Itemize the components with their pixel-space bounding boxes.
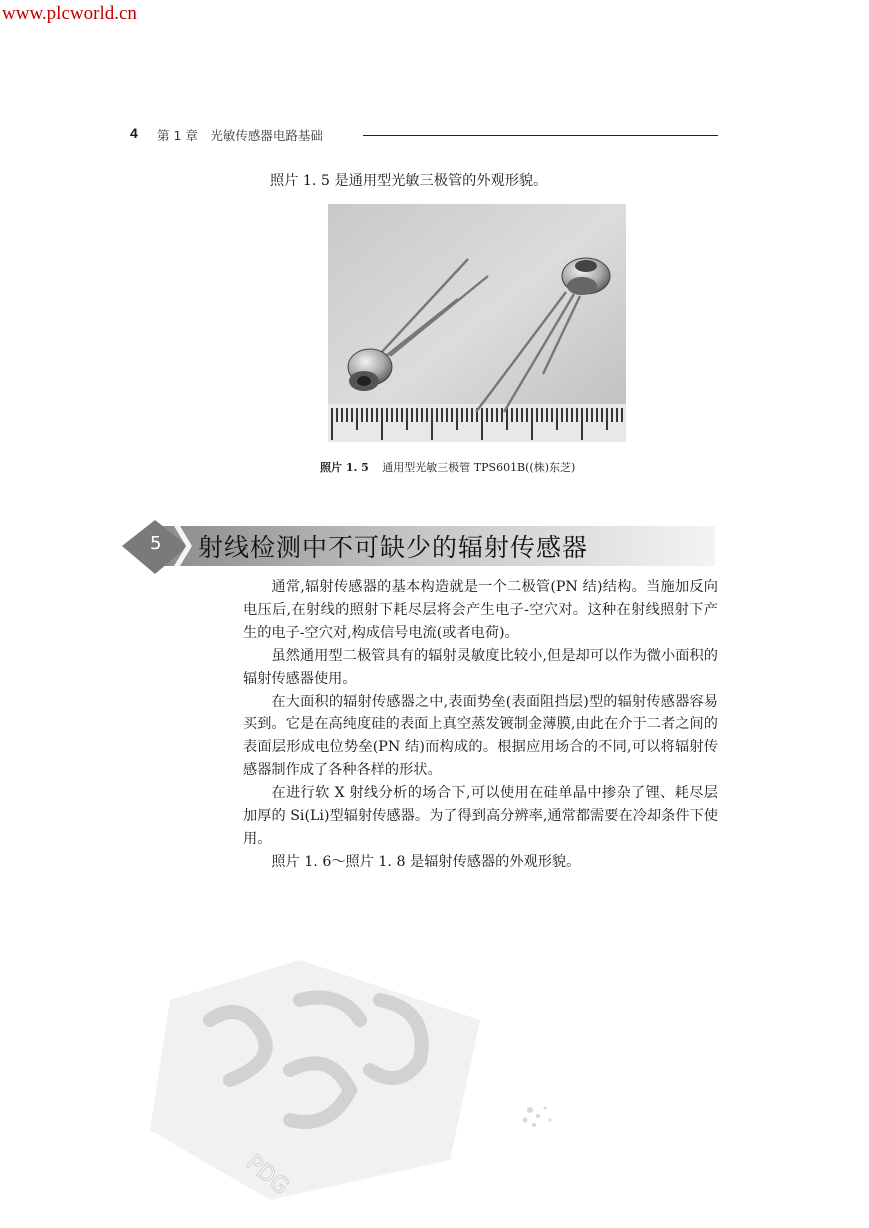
paragraph: 虽然通用型二极管具有的辐射灵敏度比较小,但是却可以作为微小面积的辐射传感器使用。 — [243, 647, 718, 687]
section-title: 射线检测中不可缺少的辐射传感器 — [198, 533, 589, 562]
paragraph: 在进行软 X 射线分析的场合下,可以使用在硅单晶中掺杂了锂、耗尽层加厚的 Si(Li)型辐射传感器。为了得到高分辨率,通常都需要在冷却条件下使用。 — [243, 785, 718, 847]
body-text — [243, 576, 718, 874]
running-header — [130, 125, 720, 145]
scan-specks — [500, 1090, 590, 1140]
page-number: 4 — [130, 125, 138, 141]
svg-text:PDG: PDG — [241, 1150, 294, 1200]
paragraph: 在大面积的辐射传感器之中,表面势垒(表面阻挡层)型的辐射传感器容易买到。它是在高纯度硅的表面上真空蒸发镀制金薄膜,由此在介于二者之间的表面层形成电位势垒(PN 结)而构成的。根据应用场合的不同,可以将辐射传感器制作成了各种各样的形状。 — [243, 693, 718, 779]
header-rule — [363, 135, 718, 136]
intro-text: 照片 1. 5 是通用型光敏三极管的外观形貌。 — [270, 173, 548, 189]
phototransistor-photo — [328, 204, 626, 442]
paragraph: 通常,辐射传感器的基本构造就是一个二极管(PN 结)结构。当施加反向电压后,在射线的照射下耗尽层将会产生电子-空穴对。这种在射线照射下产生的电子-空穴对,构成信号电流(或者电荷)。 — [243, 579, 718, 641]
section-banner — [120, 518, 720, 580]
watermark-url: www.plcworld.cn — [2, 3, 137, 24]
section-number: 5 — [150, 533, 162, 554]
caption-text: 通用型光敏三极管 TPS601B((株)东芝) — [382, 461, 576, 474]
paragraph: 照片 1. 6～照片 1. 8 是辐射传感器的外观形貌。 — [271, 853, 581, 870]
chapter-title: 第 1 章 光敏传感器电路基础 — [157, 128, 323, 143]
photo-caption — [320, 459, 575, 475]
library-stamp-watermark — [150, 960, 490, 1200]
caption-figure-number: 照片 1. 5 — [320, 461, 369, 474]
